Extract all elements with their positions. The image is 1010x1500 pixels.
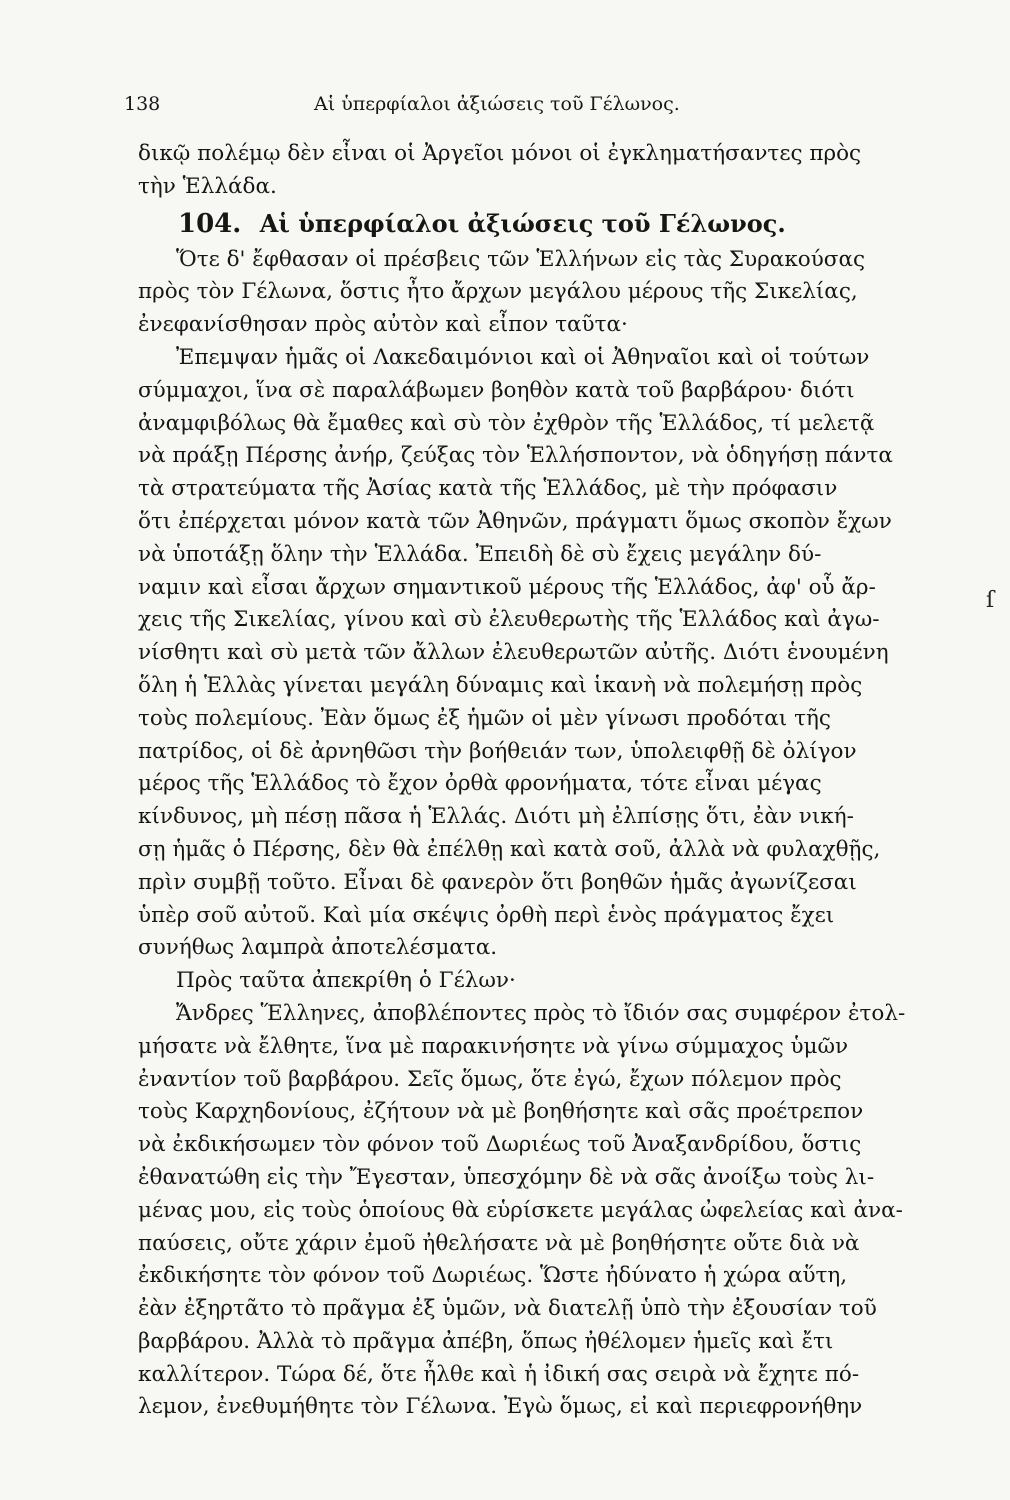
text-after-heading — [138, 244, 908, 1425]
section-number: 104. — [178, 208, 242, 239]
text-line: Πρὸς ταῦτα ἀπεκρίθη ὁ Γέλων· — [176, 968, 516, 994]
text-line: τοὺς Καρχηδονίους, ἐζήτουν νὰ μὲ βοηθήσητε καὶ σᾶς προέτρεπον — [138, 1099, 864, 1125]
text-line: ἐθανατώθη εἰς τὴν Ἔγεσταν, ὑπεσχόμην δὲ νὰ σᾶς ἀνοίξω τοὺς λι- — [138, 1164, 875, 1190]
text-line: μένας μου, εἰς τοὺς ὁποίους θὰ εὑρίσκετε μεγάλας ὠφελείας καὶ ἀνα- — [138, 1197, 903, 1223]
text-line: τοὺς πολεμίους. Ἐὰν ὅμως ἐξ ἡμῶν οἱ μὲν γίνωσι προδόται τῆς — [138, 705, 831, 731]
text-line: λεμον, ἐνεθυμήθητε τὸν Γέλωνα. Ἐγὼ ὅμως, εἰ καὶ περιεφρονήθην — [138, 1394, 863, 1420]
text-line: σύμμαχοι, ἵνα σὲ παραλάβωμεν βοηθὸν κατὰ τοῦ βαρβάρου· διότι — [138, 377, 855, 403]
text-line: ἐὰν ἐξηρτᾶτο τὸ πρᾶγμα ἐξ ὑμῶν, νὰ διατελῇ ὑπὸ τὴν ἐξουσίαν τοῦ — [138, 1296, 877, 1322]
text-line: χεις τῆς Σικελίας, γίνου καὶ σὺ ἐλευθερωτὴς τῆς Ἑλλάδος καὶ ἀγω- — [138, 607, 880, 633]
section-heading — [178, 204, 908, 244]
page-header — [124, 93, 884, 123]
text-line: πατρίδος, οἱ δὲ ἀρνηθῶσι τὴν βοήθειάν των, ὑπολειφθῇ δὲ ὀλίγον — [138, 738, 857, 764]
text-line: σῃ ἡμᾶς ὁ Πέρσης, δὲν θὰ ἐπέλθῃ καὶ κατὰ σοῦ, ἀλλὰ νὰ φυλαχθῇς, — [138, 836, 881, 862]
body-text — [138, 138, 908, 1424]
text-line: Ἄνδρες Ἕλληνες, ἀποβλέποντες πρὸς τὸ ἴδιόν σας συμφέρον ἐτολ- — [176, 1000, 906, 1026]
text-line: καλλίτερον. Τώρα δέ, ὅτε ἦλθε καὶ ἡ ἰδική σας σειρὰ νὰ ἔχητε πό- — [138, 1361, 860, 1387]
text-line: δικῷ πολέμῳ δὲν εἶναι οἱ Ἀργεῖοι μόνοι οἱ ἐγκληματήσαντες πρὸς — [138, 141, 862, 166]
margin-mark: ſ — [986, 588, 995, 613]
text-line: ἐνεφανίσθησαν πρὸς αὐτὸν καὶ εἶπον ταῦτα· — [138, 312, 628, 338]
text-line: νὰ ὑποτάξῃ ὅλην τὴν Ἑλλάδα. Ἐπειδὴ δὲ σὺ ἔχεις μεγάλην δύ- — [138, 541, 822, 567]
page-number: 138 — [124, 93, 161, 115]
text-line: πρὸς τὸν Γέλωνα, ὅστις ἦτο ἄρχων μεγάλου μέρους τῆς Σικελίας, — [138, 279, 858, 305]
text-line: τὰ στρατεύματα τῆς Ἀσίας κατὰ τῆς Ἑλλάδος, μὲ τὴν πρόφασιν — [138, 476, 838, 502]
text-line: νὰ ἐκδικήσωμεν τὸν φόνον τοῦ Δωριέως τοῦ Ἀναξανδρίδου, ὅστις — [138, 1132, 862, 1158]
text-line: ἀναμφιβόλως θὰ ἔμαθες καὶ σὺ τὸν ἐχθρὸν τῆς Ἑλλάδος, τί μελετᾷ — [138, 410, 875, 436]
text-before-heading — [138, 138, 908, 204]
text-line: τὴν Ἑλλάδα. — [138, 173, 277, 199]
text-line: ὅλη ἡ Ἑλλὰς γίνεται μεγάλη δύναμις καὶ ἱκανὴ νὰ πολεμήσῃ πρὸς — [138, 672, 863, 698]
text-line: ἐναντίον τοῦ βαρβάρου. Σεῖς ὅμως, ὅτε ἐγώ, ἔχων πόλεμον πρὸς — [138, 1066, 842, 1092]
text-line: Ὅτε δ' ἔφθασαν οἱ πρέσβεις τῶν Ἑλλήνων εἰς τὰς Συρακούσας — [176, 246, 866, 272]
text-line: μέρος τῆς Ἑλλάδος τὸ ἔχον ὀρθὰ φρονήματα, τότε εἶναι μέγας — [138, 771, 822, 797]
text-line: ὑπὲρ σοῦ αὐτοῦ. Καὶ μία σκέψις ὀρθὴ περὶ ἑνὸς πράγματος ἔχει — [138, 902, 835, 928]
text-line: βαρβάρου. Ἀλλὰ τὸ πρᾶγμα ἀπέβη, ὅπως ἠθέλομεν ἡμεῖς καὶ ἔτι — [138, 1328, 834, 1354]
section-title: Αἱ ὑπερφίαλοι ἀξιώσεις τοῦ Γέλωνος. — [259, 208, 786, 238]
text-line: νὰ πράξῃ Πέρσης ἀνήρ, ζεύξας τὸν Ἑλλήσποντον, νὰ ὁδηγήσῃ πάντα — [138, 443, 893, 469]
running-title: Αἱ ὑπερφίαλοι ἀξιώσεις τοῦ Γέλωνος. — [314, 93, 680, 115]
text-line: Ἐπεμψαν ἡμᾶς οἱ Λακεδαιμόνιοι καὶ οἱ Ἀθηναῖοι καὶ οἱ τούτων — [176, 344, 870, 370]
text-line: παύσεις, οὔτε χάριν ἐμοῦ ἠθελήσατε νὰ μὲ βοηθήσητε οὔτε διὰ νὰ — [138, 1230, 860, 1256]
text-line: ναμιν καὶ εἶσαι ἄρχων σημαντικοῦ μέρους τῆς Ἑλλάδος, ἀφ' οὗ ἄρ- — [138, 574, 876, 600]
text-line: κίνδυνος, μὴ πέσῃ πᾶσα ἡ Ἑλλάς. Διότι μὴ ἐλπίσῃς ὅτι, ἐὰν νική- — [138, 804, 854, 830]
text-line: ἐκδικήσητε τὸν φόνον τοῦ Δωριέως. Ὥστε ἠδύνατο ἡ χώρα αὕτη, — [138, 1263, 848, 1289]
text-line: ὅτι ἐπέρχεται μόνον κατὰ τῶν Ἀθηνῶν, πράγματι ὅμως σκοπὸν ἔχων — [138, 508, 892, 534]
text-line: συνήθως λαμπρὰ ἀποτελέσματα. — [138, 935, 498, 961]
text-line: μήσατε νὰ ἔλθητε, ἵνα μὲ παρακινήσητε νὰ γίνω σύμμαχος ὑμῶν — [138, 1033, 849, 1059]
text-line: πρὶν συμβῇ τοῦτο. Εἶναι δὲ φανερὸν ὅτι βοηθῶν ἡμᾶς ἀγωνίζεσαι — [138, 869, 857, 895]
text-line: νίσθητι καὶ σὺ μετὰ τῶν ἄλλων ἐλευθερωτῶν αὐτῆς. Διότι ἑνουμένη — [138, 640, 889, 666]
